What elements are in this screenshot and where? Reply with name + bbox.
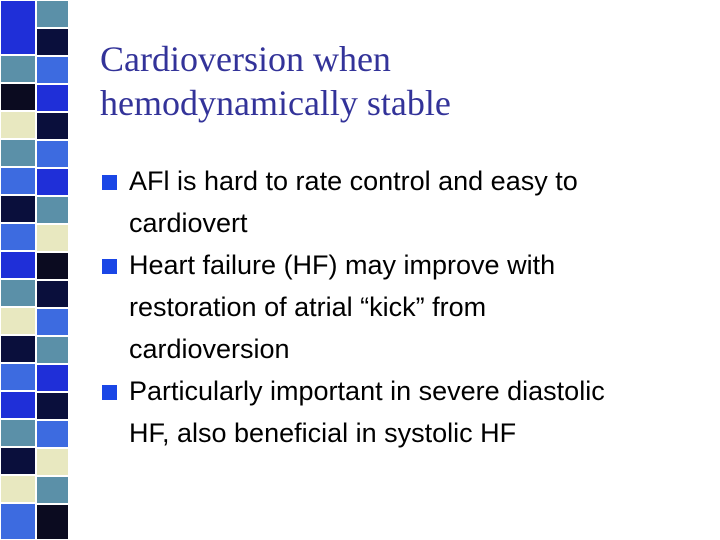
bullet-item [100, 370, 710, 454]
slide-title [100, 37, 700, 125]
bullet-line: HF, also beneficial in systolic HF [129, 418, 517, 448]
decorative-stripe [0, 0, 72, 540]
bullet-list [100, 160, 710, 454]
bullet-square-icon [102, 259, 117, 274]
bullet-line: AFl is hard to rate control and easy to [129, 166, 578, 196]
bullet-line: cardiovert [129, 208, 248, 238]
bullet-line: Particularly important in severe diastolic [129, 376, 605, 406]
bullet-line: restoration of atrial “kick” from [129, 292, 487, 322]
bullet-line: cardioversion [129, 334, 290, 364]
bullet-item [100, 244, 710, 370]
bullet-line: Heart failure (HF) may improve with [129, 250, 556, 280]
bullet-square-icon [102, 385, 117, 400]
title-line-2: hemodynamically stable [100, 83, 451, 123]
bullet-item [100, 160, 710, 244]
title-line-1: Cardioversion when [100, 39, 391, 79]
bullet-square-icon [102, 175, 117, 190]
